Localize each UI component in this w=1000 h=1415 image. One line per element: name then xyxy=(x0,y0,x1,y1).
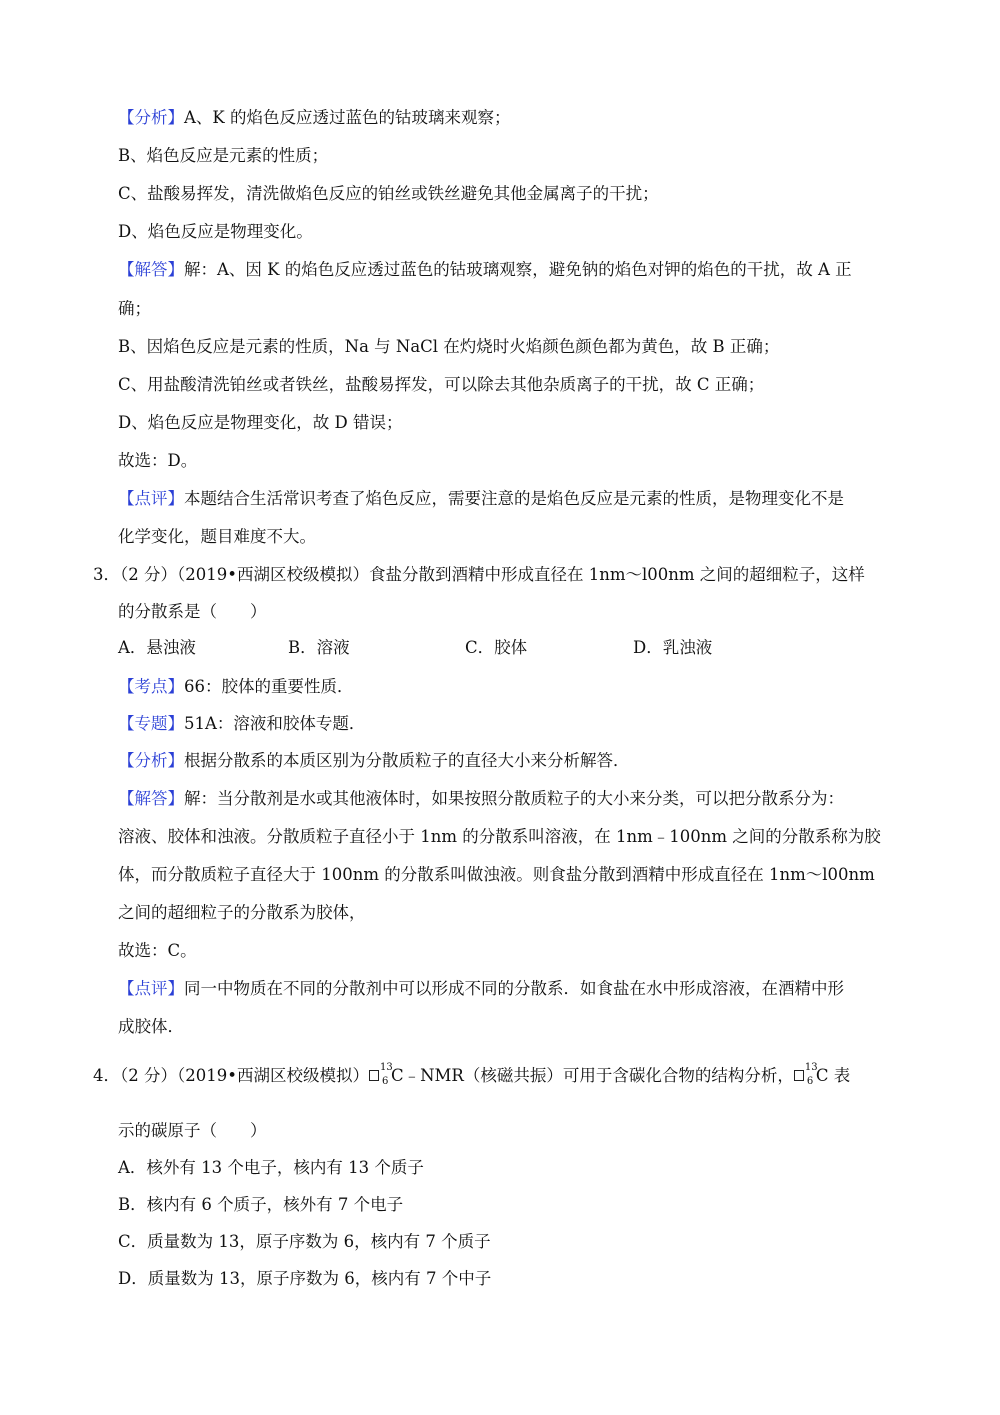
q3-point: 66：胶体的重要性质． xyxy=(184,677,354,696)
q2-analysis-b: B、焰色反应是元素的性质； xyxy=(118,146,329,165)
placeholder-box-icon xyxy=(369,1070,379,1081)
answer-tag: 【解答】 xyxy=(118,789,184,808)
comment-tag: 【点评】 xyxy=(118,489,184,508)
q3-option-b: B．溶液 xyxy=(288,638,350,657)
isotope-symbol-2 xyxy=(794,1064,816,1088)
analysis-tag: 【分析】 xyxy=(118,751,184,770)
q2-analysis-c: C、盐酸易挥发，清洗做焰色反应的铂丝或铁丝避免其他金属离子的干扰； xyxy=(118,184,659,203)
q2-comment-2: 化学变化，题目难度不大。 xyxy=(118,527,316,546)
isotope-number: 6 xyxy=(806,1076,814,1087)
q2-answer-d: D、焰色反应是物理变化，故 D 错误； xyxy=(118,413,403,432)
q2-comment-line xyxy=(118,487,844,511)
q3-analysis-line xyxy=(118,749,630,773)
analysis-tag: 【分析】 xyxy=(118,108,184,127)
q2-answer-b: B、因焰色反应是元素的性质，Na 与 NaCl 在灼烧时火焰颜色颜色都为黄色，故 B 正确； xyxy=(118,337,780,356)
q3-answer-3: 体，而分散质粒子直径大于 100nm 的分散系叫做浊液。则食盐分散到酒精中形成直径在 1nm～l00nm xyxy=(118,865,875,884)
point-tag: 【考点】 xyxy=(118,677,184,696)
q2-analysis-d: D、焰色反应是物理变化。 xyxy=(118,222,313,241)
q4-option-a: A．核外有 13 个电子，核内有 13 个质子 xyxy=(118,1158,424,1177)
q3-answer-1: 解：当分散剂是水或其他液体时，如果按照分散质粒子的大小来分类，可以把分散系分为： xyxy=(184,789,844,808)
q2-answer-a1: 解：A、因 K 的焰色反应透过蓝色的钴玻璃观察，避免钠的焰色对钾的焰色的干扰，故 A 正 xyxy=(184,260,852,279)
q3-topic: 51A：溶液和胶体专题． xyxy=(184,714,366,733)
q4-stem-pre: 4．（2 分）（2019•西湖区校级模拟） xyxy=(93,1066,369,1085)
q3-point-line xyxy=(118,675,354,699)
q2-analysis-a: A、K 的焰色反应透过蓝色的钴玻璃来观察； xyxy=(184,108,511,127)
q2-answer-c: C、用盐酸清洗铂丝或者铁丝，盐酸易挥发，可以除去其他杂质离子的干扰，故 C 正确； xyxy=(118,375,765,394)
q3-choice: 故选：C。 xyxy=(118,941,197,960)
q2-comment-1: 本题结合生活常识考查了焰色反应，需要注意的是焰色反应是元素的性质，是物理变化不是 xyxy=(184,489,844,508)
isotope-mass: 13 xyxy=(379,1062,393,1073)
q3-option-c: C．胶体 xyxy=(465,638,528,657)
q2-answer-line xyxy=(118,258,852,282)
isotope-symbol-1 xyxy=(369,1064,391,1088)
q3-comment-1: 同一中物质在不同的分散剂中可以形成不同的分散系．如食盐在水中形成溶液，在酒精中形 xyxy=(184,979,844,998)
isotope-number: 6 xyxy=(381,1076,389,1087)
q4-stem-2: 示的碳原子（ ） xyxy=(118,1121,267,1140)
q3-answer-line xyxy=(118,787,844,811)
q3-topic-line xyxy=(118,712,365,736)
q4-option-c: C．质量数为 13，原子序数为 6，核内有 7 个质子 xyxy=(118,1232,491,1251)
placeholder-box-icon xyxy=(794,1070,804,1081)
answer-tag: 【解答】 xyxy=(118,260,184,279)
q4-option-d: D．质量数为 13，原子序数为 6，核内有 7 个中子 xyxy=(118,1269,492,1288)
q3-answer-4: 之间的超细粒子的分散系为胶体， xyxy=(118,903,366,922)
q4-stem-mid: C﹣NMR（核磁共振）可用于含碳化合物的结构分析， xyxy=(390,1066,794,1085)
q4-stem-end: C 表 xyxy=(815,1066,851,1085)
q2-answer-a2: 确； xyxy=(118,299,151,318)
topic-tag: 【专题】 xyxy=(118,714,184,733)
q3-comment-line xyxy=(118,977,844,1001)
comment-tag: 【点评】 xyxy=(118,979,184,998)
q2-choice: 故选：D。 xyxy=(118,451,198,470)
q3-answer-2: 溶液、胶体和浊液。分散质粒子直径小于 1nm 的分散系叫溶液，在 1nm﹣100nm 之间的分散系称为胶 xyxy=(118,827,881,846)
q3-option-d: D．乳浊液 xyxy=(633,638,713,657)
isotope-mass: 13 xyxy=(804,1062,818,1073)
q3-comment-2: 成胶体． xyxy=(118,1017,184,1036)
q4-option-b: B．核内有 6 个质子，核外有 7 个电子 xyxy=(118,1195,404,1214)
q3-stem-2: 的分散系是（ ） xyxy=(118,602,267,621)
q3-analysis: 根据分散系的本质区别为分散质粒子的直径大小来分析解答． xyxy=(184,751,630,770)
q3-option-a: A．悬浊液 xyxy=(118,638,196,657)
q3-stem-1: 3．（2 分）（2019•西湖区校级模拟）食盐分散到酒精中形成直径在 1nm～l00nm 之间的超细粒子，这样 xyxy=(93,565,865,584)
q2-analysis-line xyxy=(118,106,511,130)
q4-stem-1 xyxy=(93,1064,850,1088)
